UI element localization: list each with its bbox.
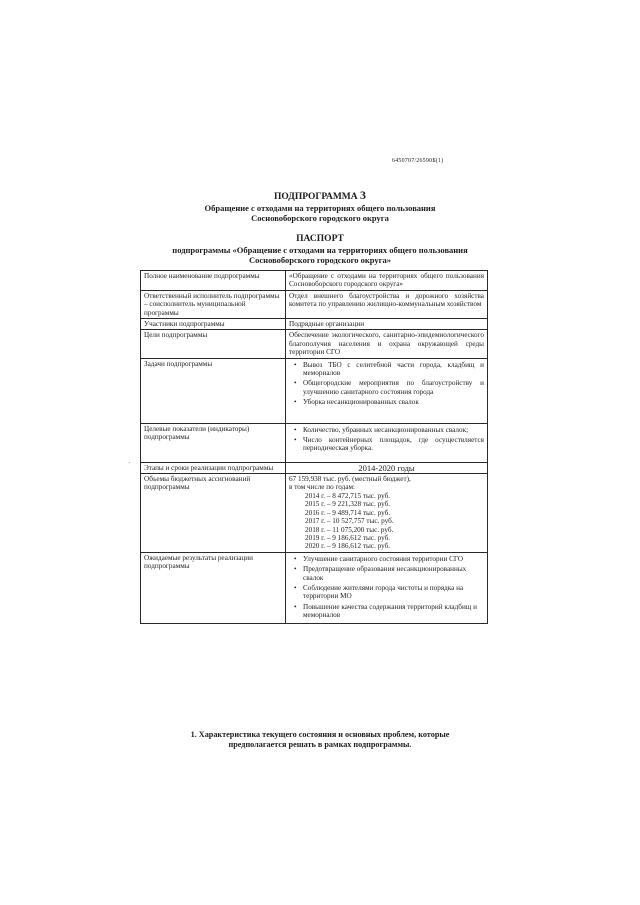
budget-year-line: 2017 г. – 10 527,757 тыс. руб. [305,517,394,526]
row-indicators [141,423,488,462]
label-goals: Цели подпрограммы [141,330,286,358]
budget-total: 67 159,938 тыс. руб. (местный бюджет), [289,475,411,484]
subprogram-number: 3 [360,188,367,202]
row-participants [141,319,488,330]
subtitle-line: Сосновоборского городского округа [251,213,389,223]
indicators-list [289,426,484,453]
label-indicators: Целевые показатели (индикаторы) подпрограммы [141,423,286,462]
list-item [294,602,484,620]
subprogram-title-prefix: ПОДПРОГРАММА [273,192,358,202]
passport-subtitle-line: подпрограммы «Обращение с отходами на территориях общего пользования [172,245,468,255]
passport-subtitle-line: Сосновоборского городского округа» [249,255,391,265]
result-text: Соблюдение жителями города чистоты и порядка на территории МО [303,583,464,601]
list-item [294,379,484,396]
value-goals: Обеспечение экологического, санитарно-эпидемиологического благополучия населения и охрана окружающей среды территории СГО [286,330,488,358]
row-executor [141,290,488,318]
value-results [286,552,488,623]
budget-year-line: 2019 г. – 9 186,612 тыс. руб. [305,533,391,542]
label-budget: Объемы бюджетных ассигнований подпрограммы [141,474,286,553]
list-item [294,565,484,582]
task-text: Уборка несанкционированных свалок [303,398,419,407]
list-item [294,436,484,453]
bullet-icon: • [294,360,297,369]
label-stages: Этапы и сроки реализации подпрограммы [141,462,286,473]
value-stages: 2014-2020 годы [286,462,488,473]
label-participants: Участники подпрограммы [141,319,286,330]
result-text: Предотвращение образования несанкционированных свалок [303,565,467,582]
list-item [294,554,484,563]
list-item [294,360,484,378]
label-results: Ожидаемые результаты реализации подпрограммы [141,552,286,623]
result-text: Улучшение санитарного состояния территории СГО [303,554,464,563]
label-full-name: Полное наименование подпрограммы [141,271,286,291]
document-code: 6450707/26590Б(1) [392,158,444,164]
indicator-text: Количество, убранных несанкционированных свалок; [303,425,469,434]
results-list [289,555,484,620]
subprogram-subtitle [0,203,640,223]
budget-intro: в том числе по годам: [289,483,356,492]
budget-year-line: 2014 г. – 8 472,715 тыс. руб. [305,491,391,500]
bullet-icon: • [294,554,297,563]
value-full-name: «Обращение с отходами на территориях общего пользования Сосновоборского городского округа» [286,271,488,291]
task-text: Вывоз ТБО с селитебной части города, кладбищ и мемориалов [303,360,484,378]
label-executor: Ответственный исполнитель подпрограммы – соисполнитель муниципальной программы [141,290,286,318]
bullet-icon: • [294,565,297,574]
budget-year-line: 2015 г. – 9 221,328 тыс. руб. [305,500,391,509]
row-goals [141,330,488,358]
subprogram-title [0,190,640,202]
bullet-icon: • [294,436,297,445]
value-indicators [286,423,488,462]
bullet-icon: • [294,398,297,407]
value-budget [286,474,488,553]
tasks-list [289,361,484,407]
indicator-text: Число контейнерных площадок, где осуществляется периодическая уборка. [303,436,484,453]
passport-subtitle [0,245,640,265]
list-item [294,425,484,434]
subtitle-line: Обращение с отходами на территориях общего пользования [204,203,436,213]
result-text: Повышение качества содержания территорий кладбищ и мемориалов [303,602,477,620]
section-heading [0,730,640,750]
value-tasks [286,358,488,423]
bullet-icon: • [294,602,297,611]
value-participants: Подрядные организации [286,319,488,330]
bullet-icon: • [294,425,297,434]
row-tasks [141,358,488,423]
value-executor: Отдел внешнего благоустройства и дорожного хозяйства комитета по управлению жилищно-коммунальным хозяйством [286,290,488,318]
bullet-icon: • [294,379,297,388]
section-heading-line: 1. Характеристика текущего состояния и основных проблем, которые [190,730,450,739]
budget-year-line: 2020 г. – 9 186,612 тыс. руб. [305,542,391,551]
bullet-icon: • [294,583,297,592]
passport-table [140,270,488,624]
label-tasks: Задачи подпрограммы [141,358,286,423]
section-heading-line: предполагается решать в рамках подпрограммы. [228,740,412,749]
row-results [141,552,488,623]
list-item [294,398,484,407]
row-stages [141,462,488,473]
row-budget [141,474,488,553]
passport-title: ПАСПОРТ [296,234,344,244]
task-text: Общегородские мероприятия по благоустройству и улучшению санитарного состояния города [303,379,484,396]
budget-year-line: 2018 г. – 11 075,200 тыс. руб. [305,525,394,534]
margin-mark: · [128,459,131,467]
row-full-name [141,271,488,291]
budget-year-line: 2016 г. – 9 489,714 тыс. руб. [305,508,391,517]
list-item [294,583,484,601]
